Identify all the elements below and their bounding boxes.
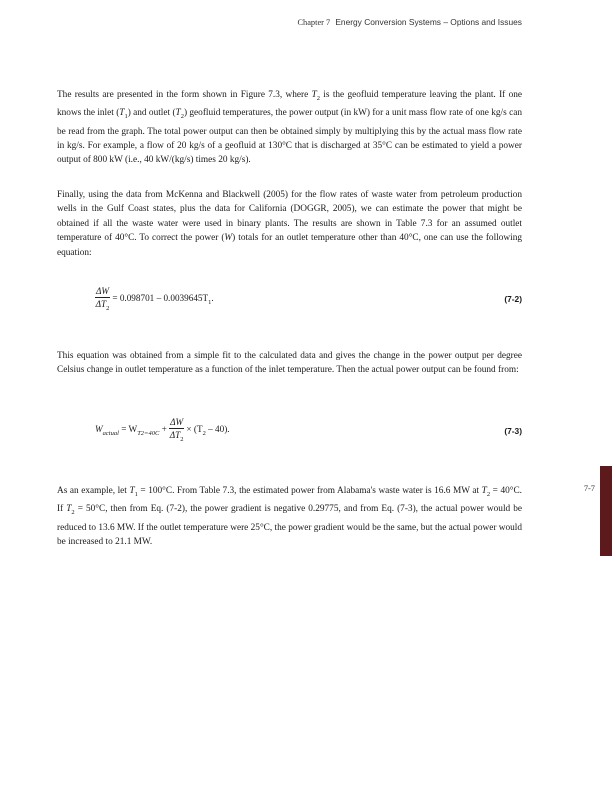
paragraph-results: The results are presented in the form shown in Figure 7.3, where $T_2$ is the geofluid temperature leaving the plant. If one knows the inlet $(T_1)$ and outlet $(T_2)$ geofluid temperatures, the power output (in kW) for a unit mass flow rate of one kg/s can be read from the graph. The total power output can then be obtained simply by multiplying this by the actual mass flow rate in kg/s. For example, a flow of 20 kg/s of a geofluid at 130°C that is discharged at 35°C can be estimated to yield a power output of 800 kW (i.e., 40 kW/(kg/s) times 20 kg/s).: [57, 90, 522, 166]
equation-fraction: [169, 417, 184, 443]
paragraph-waste-water: Finally, using the data from McKenna and Blackwell (2005) for the flow rates of waste water from petroleum production wells in the Gulf Coast states, plus the data for California (DOGGR, 2005), we can estimate the power that might be obtained if all the waste water were used in binary plants. The results are shown in Table 7.3 for an assumed outlet temperature of 40°C. To correct the power (W) totals for an outlet temperature other than 40°C, one can use the following equation:: [57, 190, 522, 258]
chapter-label: Chapter 7: [297, 18, 331, 27]
equation-number: (7-3): [504, 426, 522, 436]
paragraph-fit: This equation was obtained from a simple fit to the calculated data and gives the change in the power output per degree Celsius change in outlet temperature as a function of the inlet temperature. Then the actual power output can be found from:: [57, 351, 522, 376]
equation-fraction: [95, 286, 110, 312]
fraction-denominator: $\Delta T_2$: [169, 430, 184, 443]
chapter-title: Energy Conversion Systems – Options and Issues: [335, 17, 522, 27]
fraction-denominator: $\Delta T_2$: [95, 299, 110, 312]
equation-lhs: $W_{actual}$: [95, 424, 119, 437]
fraction-numerator: ΔW: [170, 417, 184, 427]
paragraph-example: As an example, let $T_1 = 100^\circ C$. From Table 7.3, the estimated power from Alabama's waste water is 16.6 MW at $T_2 = 40^\circ C$. If $T_2 = 50^\circ C$, then from Eq. (7-2), the power gradient is negative 0.29775, and from Eq. (7-3), the actual power would be reduced to 13.6 MW. If the outlet temperature were 25°C, the power gradient would be the same, but the actual power would be increased to 21.1 MW.: [57, 486, 522, 547]
equation-rhs: = $0.098701 - 0.0039645T_1$.: [112, 293, 214, 306]
equation-mid: = $W_{T2=40C}$: [121, 424, 160, 437]
equation-plus: +: [161, 424, 167, 435]
chapter-tab: [600, 466, 612, 556]
equation-number: (7-2): [504, 294, 522, 304]
fraction-numerator: ΔW: [96, 286, 110, 296]
running-header: [297, 17, 522, 27]
equation-actual-power: [95, 417, 230, 443]
equation-power-gradient: [95, 286, 214, 312]
equation-rhs: × $(T_2 - 40)$.: [186, 424, 230, 437]
page-number: 7-7: [583, 484, 595, 493]
